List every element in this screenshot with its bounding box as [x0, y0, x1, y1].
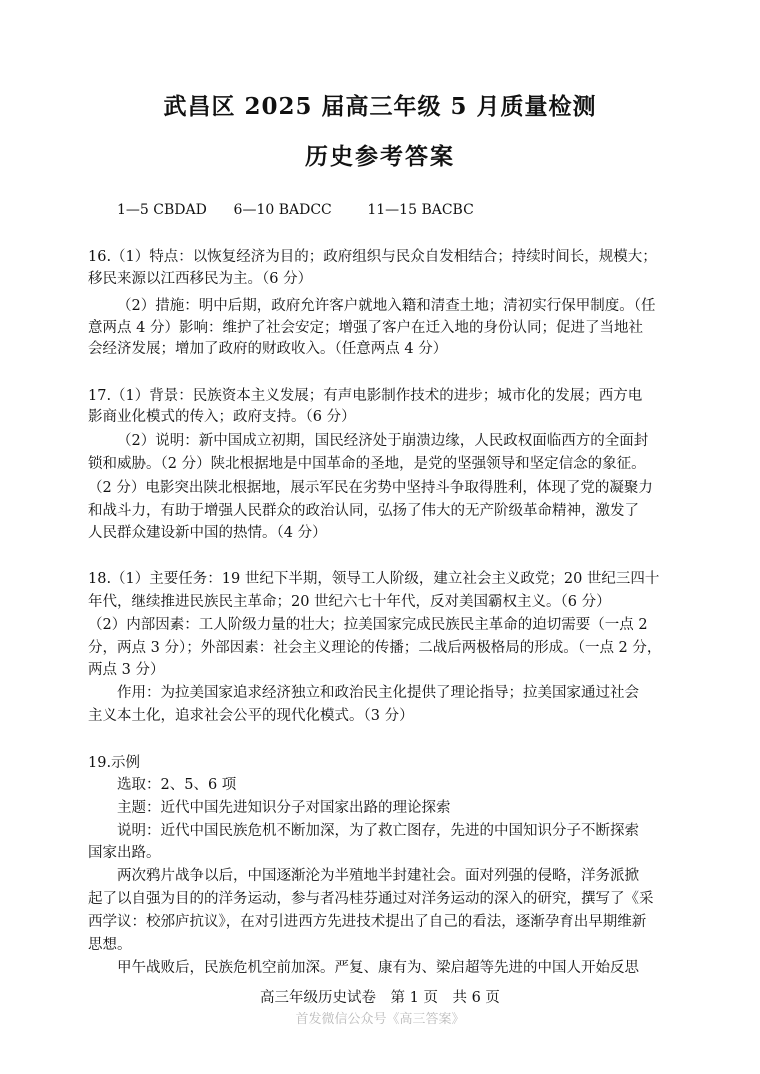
q16-line: 移民来源以江西移民为主。（6 分）	[88, 271, 313, 287]
exam-title: 武昌区 2025 届高三年级 5 月质量检测	[163, 93, 597, 120]
q18-line: 两点 3 分）	[88, 662, 165, 678]
watermark: 首发微信公众号《高三答案》	[295, 1012, 465, 1027]
q16-line: 16.（1）特点：以恢复经济为目的；政府组织与民众自发相结合；持续时间长，规模大；	[88, 249, 657, 265]
q17-line: 人民群众建设新中国的热情。（4 分）	[88, 525, 327, 541]
q16-line: 意两点 4 分）影响：维护了社会安定；增强了客户在迁入地的身份认同；促进了当地社	[88, 320, 643, 336]
q18-line: 年代，继续推进民族民主革命；20 世纪六七十年代，反对美国霸权主义。（6 分）	[88, 594, 611, 610]
answer-group-1: 1—5 CBDAD	[117, 202, 207, 218]
q17-line: 17.（1）背景：民族资本主义发展；有声电影制作技术的进步；城市化的发展；西方电	[88, 388, 643, 404]
answer-group-3: 11—15 BACBC	[367, 202, 474, 218]
q18-line: 主义本土化，追求社会公平的现代化模式。（3 分）	[88, 708, 414, 724]
document-subtitle: 历史参考答案	[305, 143, 455, 170]
q18-line: 18.（1）主要任务：19 世纪下半期，领导工人阶级，建立社会主义政党；20 世纪三四十	[88, 571, 660, 587]
q19-line: 说明：近代中国民族危机不断加深，为了救亡图存，先进的中国知识分子不断探索	[117, 823, 639, 839]
q18-line: 分，两点 3 分）；外部因素：社会主义理论的传播；二战后两极格局的形成。（一点 2 分，	[88, 640, 662, 656]
q17-line: （2 分）电影突出陕北根据地，展示军民在劣势中坚持斗争取得胜利，体现了党的凝聚力	[88, 480, 653, 496]
q19-line: 国家出路。	[88, 845, 161, 861]
q16-line: 会经济发展；增加了政府的财政收入。（任意两点 4 分）	[88, 341, 448, 357]
multiple-choice-answers	[117, 202, 474, 218]
q19-line: 19.示例	[88, 755, 141, 771]
q17-line: （2）说明：新中国成立初期，国民经济处于崩溃边缘，人民政权面临西方的全面封	[117, 433, 649, 449]
page-footer: 高三年级历史试卷 第 1 页 共 6 页	[260, 990, 500, 1006]
q19-line: 西学议：校邠庐抗议》，在对引进西方先进技术提出了自己的看法，逐渐孕育出早期维新	[88, 914, 647, 930]
q16-line: （2）措施：明中后期，政府允许客户就地入籍和清查土地；清初实行保甲制度。（任	[117, 298, 656, 314]
q19-line: 思想。	[88, 937, 132, 953]
q19-line: 起了以自强为目的的洋务运动，参与者冯桂芬通过对洋务运动的深入的研究，撰写了《采	[88, 891, 654, 907]
q18-line: 作用：为拉美国家追求经济独立和政治民主化提供了理论指导；拉美国家通过社会	[117, 685, 639, 701]
q19-line: 选取：2、5、6 项	[117, 777, 237, 793]
answer-group-2: 6—10 BADCC	[233, 202, 332, 218]
q17-line: 影商业化模式的传入；政府支持。（6 分）	[88, 409, 356, 425]
q17-line: 锁和威胁。（2 分）陕北根据地是中国革命的圣地，是党的坚强领导和坚定信念的象征。	[88, 456, 646, 472]
q18-line: （2）内部因素：工人阶级力量的壮大；拉美国家完成民族民主革命的迫切需要（一点 2	[88, 617, 648, 633]
q17-line: 和战斗力，有助于增强人民群众的政治认同，弘扬了伟大的无产阶级革命精神，激发了	[88, 503, 639, 519]
q19-line: 主题：近代中国先进知识分子对国家出路的理论探索	[117, 800, 451, 816]
q19-line: 两次鸦片战争以后，中国逐渐沦为半殖地半封建社会。面对列强的侵略，洋务派掀	[117, 868, 639, 884]
q19-line: 甲午战败后，民族危机空前加深。严复、康有为、梁启超等先进的中国人开始反思	[117, 960, 639, 976]
